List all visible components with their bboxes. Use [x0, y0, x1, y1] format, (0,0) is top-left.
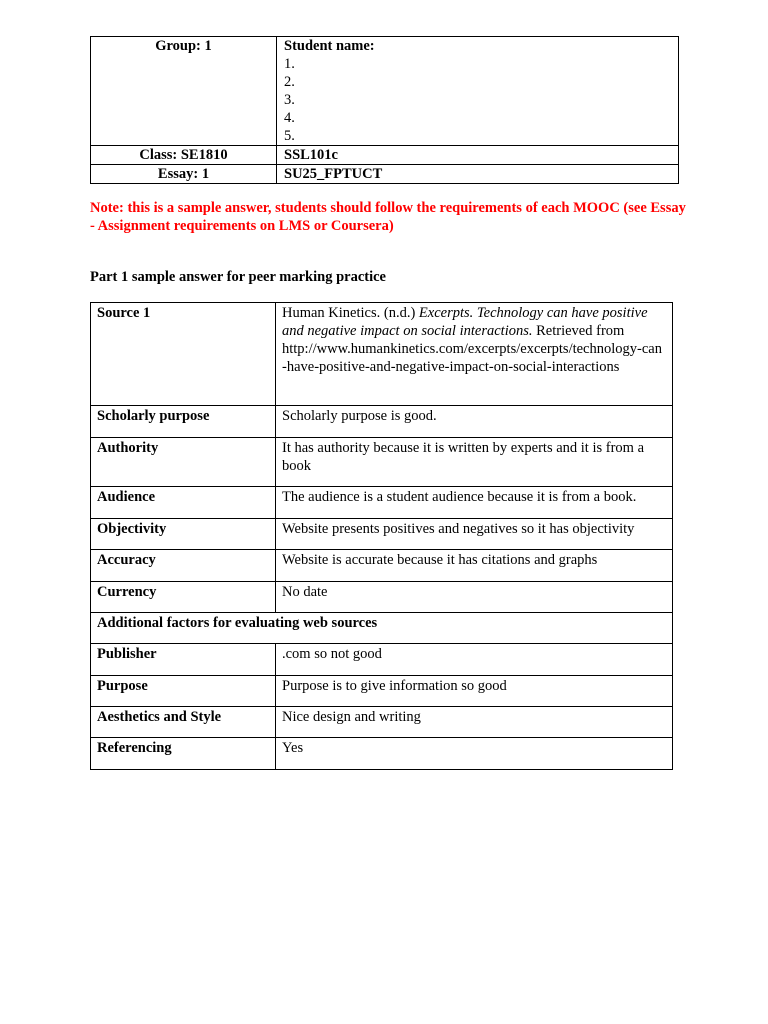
criteria-row: [91, 582, 673, 613]
student-number: 2.: [284, 74, 295, 90]
header-table: [90, 36, 679, 184]
additional-row: [91, 707, 673, 738]
additional-label: Aesthetics and Style: [91, 707, 276, 738]
student-name-label: Student name:: [284, 38, 375, 54]
criteria-label: Authority: [91, 438, 276, 487]
additional-value: Nice design and writing: [276, 707, 673, 738]
header-row-essay: [91, 165, 679, 184]
class-cell: Class: SE1810: [91, 146, 277, 165]
student-number: 5.: [284, 128, 295, 144]
term-cell: SU25_FPTUCT: [277, 165, 679, 184]
criteria-row: [91, 487, 673, 519]
criteria-row: [91, 550, 673, 582]
additional-factors-row: [91, 613, 673, 644]
evaluation-table: [90, 302, 673, 770]
course-cell: SSL101c: [277, 146, 679, 165]
additional-value: Yes: [276, 738, 673, 770]
student-number: 1.: [284, 56, 295, 72]
essay-cell: Essay: 1: [91, 165, 277, 184]
additional-row: [91, 738, 673, 770]
criteria-label: Objectivity: [91, 519, 276, 550]
source-row: [91, 303, 673, 406]
additional-value: .com so not good: [276, 644, 673, 676]
sample-answer-note: Note: this is a sample answer, students should follow the requirements of each MOOC (see Essay - Assignment requirements on LMS or Coursera): [90, 200, 686, 234]
citation-author: Human Kinetics. (n.d.): [282, 305, 419, 321]
additional-label: Referencing: [91, 738, 276, 770]
criteria-value: No date: [276, 582, 673, 613]
criteria-value: The audience is a student audience because it is from a book.: [276, 487, 673, 519]
criteria-label: Scholarly purpose: [91, 406, 276, 438]
criteria-row: [91, 519, 673, 550]
criteria-value: Website presents positives and negatives so it has objectivity: [276, 519, 673, 550]
criteria-label: Accuracy: [91, 550, 276, 582]
additional-row: [91, 676, 673, 707]
citation-title: Excerpts. Technology can have positive and negative impact on social interactions.: [282, 305, 648, 339]
citation-retrieved: Retrieved from: [532, 323, 625, 339]
additional-label: Purpose: [91, 676, 276, 707]
criteria-value: Scholarly purpose is good.: [276, 406, 673, 438]
additional-value: Purpose is to give information so good: [276, 676, 673, 707]
student-number: 3.: [284, 92, 295, 108]
criteria-row: [91, 406, 673, 438]
group-cell: Group: 1: [91, 37, 277, 146]
source-label: Source 1: [91, 303, 276, 406]
criteria-label: Currency: [91, 582, 276, 613]
criteria-label: Audience: [91, 487, 276, 519]
header-row-class: [91, 146, 679, 165]
additional-row: [91, 644, 673, 676]
source-citation: [276, 303, 673, 406]
student-number: 4.: [284, 110, 295, 126]
part-heading: Part 1 sample answer for peer marking practice: [90, 269, 386, 285]
criteria-value: It has authority because it is written by experts and it is from a book: [276, 438, 673, 487]
additional-factors-heading: Additional factors for evaluating web sources: [91, 613, 673, 644]
header-row-group: [91, 37, 679, 146]
criteria-row: [91, 438, 673, 487]
additional-label: Publisher: [91, 644, 276, 676]
citation-url: http://www.humankinetics.com/excerpts/excerpts/technology-can-have-positive-and-negative-impact-on-social-interactions: [282, 341, 662, 375]
student-names-cell: [277, 37, 679, 146]
criteria-value: Website is accurate because it has citations and graphs: [276, 550, 673, 582]
